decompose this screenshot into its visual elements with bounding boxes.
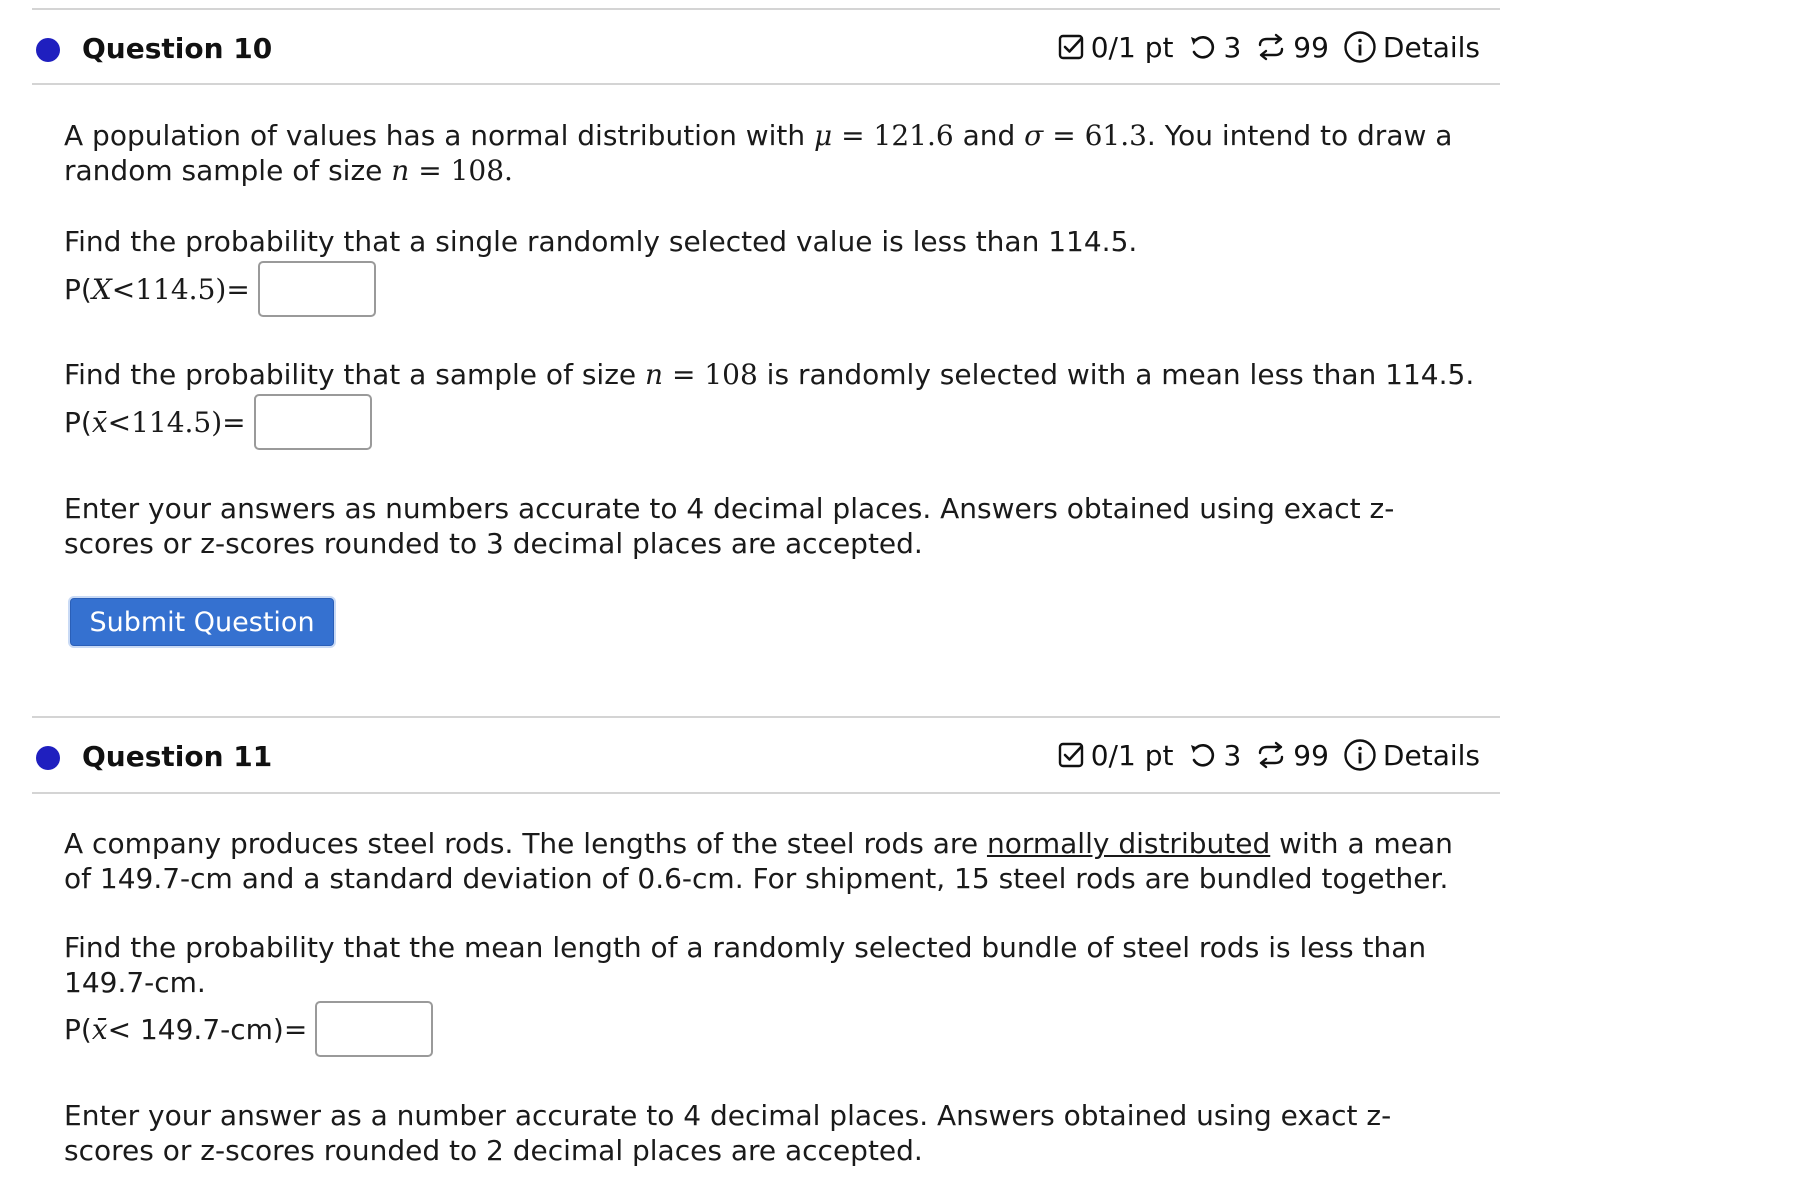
q10-part1-lt: < [111, 272, 136, 306]
q10-part2-value: 114.5) [131, 405, 223, 439]
q11-header [32, 722, 1500, 792]
q11-details-link[interactable]: Details [1382, 738, 1480, 772]
q11-part1-rest: < 149.7-cm) [107, 1012, 284, 1046]
q10-part2-text-b: is randomly selected with a mean less than 114.5. [757, 358, 1475, 391]
q11-part1-suffix: = [283, 1012, 308, 1046]
q10-score: 0/1 pt [1090, 30, 1174, 64]
q11-instructions: Enter your answer as a number accurate to 4 decimal places. Answers obtained using exact z-scores or z-scores rounded to 2 decimal places are accepted. [64, 1099, 1392, 1167]
retry-icon [1187, 33, 1217, 61]
q11-status-dot [36, 746, 60, 770]
q10-part2-prompt [64, 357, 1474, 392]
q10-and: and [953, 119, 1025, 152]
q11-part1-answer-row [64, 1001, 433, 1057]
q10-eq-3: = [409, 154, 451, 187]
q11-retries: 3 [1223, 738, 1242, 772]
q10-part2-var: x̄ [91, 405, 108, 439]
q10-part1-answer-row [64, 261, 376, 317]
q11-intro [64, 826, 1464, 896]
q10-part1-var: X [91, 272, 112, 306]
mu-value: 121.6 [873, 119, 954, 152]
attempts-icon [1255, 740, 1287, 770]
q10-part1-prefix: P( [64, 272, 92, 306]
info-icon[interactable] [1343, 738, 1377, 772]
q10-intro-text-b: . You intend to draw a random sample of size [64, 119, 1453, 187]
q10-header [32, 14, 1500, 84]
q11-top-rule [32, 716, 1500, 718]
q10-status-dot [36, 38, 60, 62]
q10-part2-suffix: = [222, 405, 246, 439]
n-symbol: n [391, 154, 410, 187]
q10-part2-n: n [645, 358, 664, 391]
q10-part1-value: 114.5) [135, 272, 227, 306]
q11-part1-answer-input[interactable] [315, 1001, 433, 1057]
q10-title: Question 10 [82, 32, 273, 65]
q11-header-rule [32, 792, 1500, 794]
checkbox-icon [1057, 33, 1085, 61]
sigma-symbol: σ [1024, 119, 1044, 152]
q10-instructions: Enter your answers as numbers accurate to 4 decimal places. Answers obtained using exact z-scores or z-scores rounded to 3 decimal places are accepted. [64, 492, 1395, 560]
n-value: 108. [450, 154, 513, 187]
q10-part2-prefix: P( [64, 405, 92, 439]
q10-details-link[interactable]: Details [1382, 30, 1480, 64]
q11-intro-text-b: with a mean of 149.7-cm and a standard deviation of 0.6-cm. For shipment, 15 steel rods are bundled together. [64, 827, 1453, 895]
checkbox-icon [1057, 741, 1085, 769]
attempts-icon [1255, 32, 1287, 62]
q11-attempts: 99 [1293, 738, 1329, 772]
retry-icon [1187, 741, 1217, 769]
info-icon[interactable] [1343, 30, 1377, 64]
q11-intro-text-a: A company produces steel rods. The lengths of the steel rods are [64, 827, 987, 860]
q10-part2-answer-input[interactable] [254, 394, 372, 450]
q11-meta [1057, 738, 1480, 772]
submit-question-button[interactable]: Submit Question [70, 598, 334, 646]
q11-part1-prefix: P( [64, 1012, 92, 1046]
q10-part2-lt: < [107, 405, 132, 439]
q10-eq-1: = [832, 119, 874, 152]
q10-attempts: 99 [1293, 30, 1329, 64]
q11-part1-var: x̄ [91, 1012, 108, 1046]
q10-part1-answer-input[interactable] [258, 261, 376, 317]
q11-title: Question 11 [82, 740, 273, 773]
q10-meta [1057, 30, 1480, 64]
q11-part1-prompt: Find the probability that the mean length of a randomly selected bundle of steel rods is less than 149.7-cm. [64, 931, 1427, 999]
q10-eq-2: = [1043, 119, 1085, 152]
q11-score: 0/1 pt [1090, 738, 1174, 772]
mu-symbol: μ [814, 119, 833, 152]
q10-header-rule [32, 83, 1500, 85]
q10-part2-text-a: Find the probability that a sample of size [64, 358, 646, 391]
normally-distributed-link[interactable]: normally distributed [986, 827, 1271, 860]
q10-part2-answer-row [64, 394, 372, 450]
q10-part1-suffix: = [226, 272, 250, 306]
q10-retries: 3 [1223, 30, 1242, 64]
q10-part1-prompt: Find the probability that a single randomly selected value is less than 114.5. [64, 225, 1138, 258]
q10-top-rule [32, 8, 1500, 10]
q10-part2-eq: = [663, 358, 705, 391]
sigma-value: 61.3 [1084, 119, 1147, 152]
q10-intro-text-a: A population of values has a normal distribution with [64, 119, 815, 152]
q10-intro [64, 118, 1464, 188]
q10-part2-nval: 108 [704, 358, 758, 391]
